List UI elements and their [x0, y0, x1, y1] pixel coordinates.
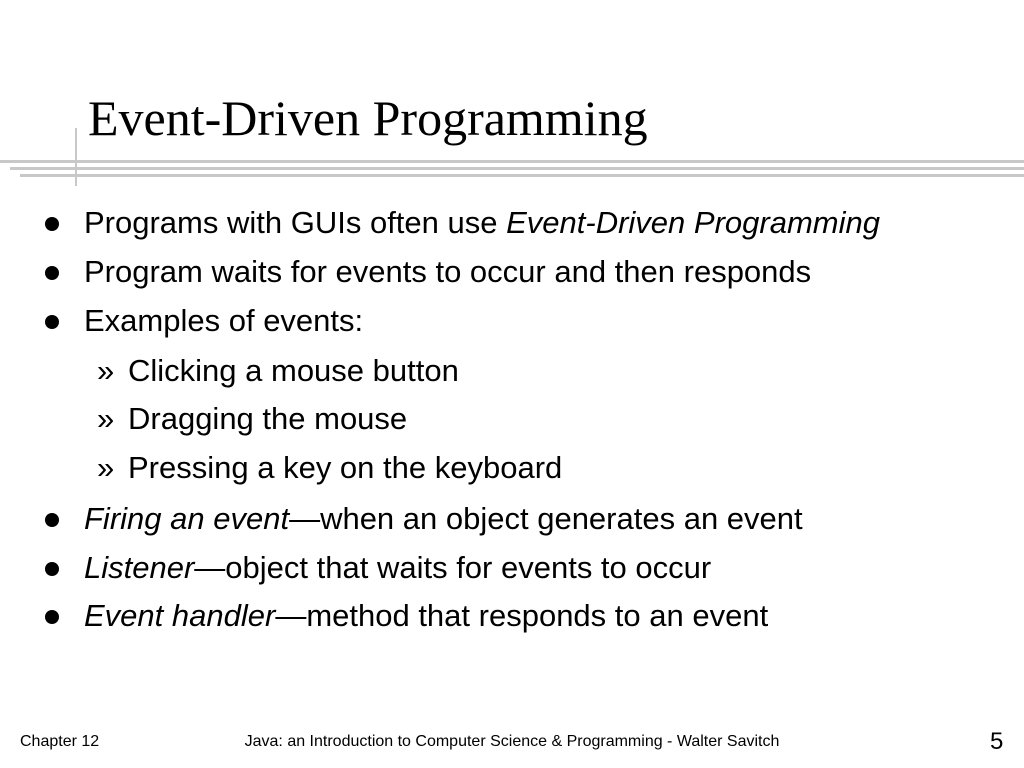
bullet-text: Listener—object that waits for events to occur	[84, 550, 712, 585]
emphasis-term: Listener	[84, 550, 195, 585]
emphasis-term: Event handler	[84, 598, 276, 633]
sub-bullet-text: Dragging the mouse	[128, 401, 408, 436]
emphasis-term: Event-Driven Programming	[506, 205, 880, 240]
footer-chapter: Chapter 12	[20, 733, 100, 750]
bullet-text: Examples of events:	[84, 303, 364, 338]
sub-bullet-text: Clicking a mouse button	[128, 353, 459, 388]
bullet-dot-icon	[45, 513, 59, 527]
bullet-text: Event handler—method that responds to an event	[84, 598, 769, 633]
bullet-dot-icon	[45, 266, 59, 280]
bullet-dot-icon	[45, 562, 59, 576]
bullet-text: Firing an event—when an object generates an event	[84, 501, 803, 536]
bullet-text: Programs with GUIs often use Event-Driven Programming	[84, 205, 880, 240]
footer-course: Java: an Introduction to Computer Science & Programming - Walter Savitch	[244, 733, 780, 750]
emphasis-term: Firing an event	[84, 501, 290, 536]
sub-bullet-text: Pressing a key on the keyboard	[128, 450, 563, 485]
bullet-dot-icon	[45, 610, 59, 624]
sub-bullet-marker: »	[97, 450, 115, 485]
page-number: 5	[990, 728, 1004, 755]
bullet-text: Program waits for events to occur and then responds	[84, 254, 812, 289]
bullet-dot-icon	[45, 315, 59, 329]
sub-bullet-marker: »	[97, 401, 115, 436]
bullet-dot-icon	[45, 217, 59, 231]
slide-title: Event-Driven Programming	[88, 90, 648, 146]
sub-bullet-marker: »	[97, 353, 115, 388]
